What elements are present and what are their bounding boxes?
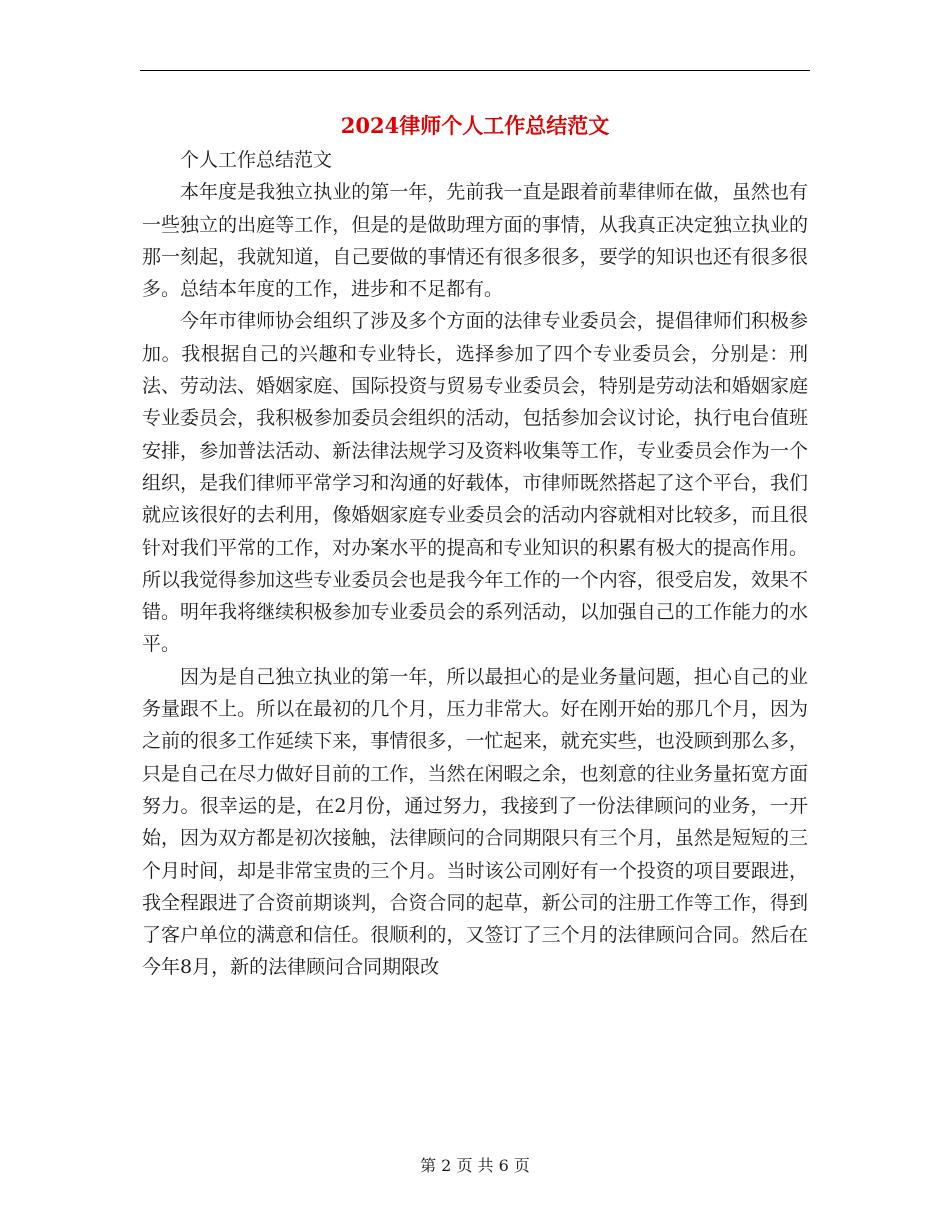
- subtitle-line: 个人工作总结范文: [180, 149, 333, 171]
- document-body: [142, 144, 808, 984]
- paragraph-2: 今年市律师协会组织了涉及多个方面的法律专业委员会，提倡律师们积极参加。我根据自己的兴趣和专业特长，选择参加了四个专业委员会，分别是：刑法、劳动法、婚姻家庭、国际投资与贸易专业委员会，特别是劳动法和婚姻家庭专业委员会，我积极参加委员会组织的活动，包括参加会议讨论，执行电台值班安排，参加普法活动、新法律法规学习及资料收集等工作，专业委员会作为一个组织，是我们律师平常学习和沟通的好载体，市律师既然搭起了这个平台，我们就应该很好的去利用，像婚姻家庭专业委员会的活动内容就相对比较多，而且很针对我们平常的工作，对办案水平的提高和专业知识的积累有极大的提高作用。所以我觉得参加这些专业委员会也是我今年工作的一个内容，很受启发，效果不错。明年我将继续积极参加专业委员会的系列活动，以加强自己的工作能力的水平。: [142, 310, 808, 656]
- document-title: 2024律师个人工作总结范文: [340, 113, 610, 138]
- header-divider: [140, 70, 810, 71]
- paragraph-1: 本年度是我独立执业的第一年，先前我一直是跟着前辈律师在做，虽然也有一些独立的出庭等工作，但是的是做助理方面的事情，从我真正决定独立执业的那一刻起，我就知道，自己要做的事情还有很多很多，要学的知识也还有很多很多。总结本年度的工作，进步和不足都有。: [142, 181, 808, 301]
- paragraph-3: 因为是自己独立执业的第一年，所以最担心的是业务量问题，担心自己的业务量跟不上。所以在最初的几个月，压力非常大。好在刚开始的那几个月，因为之前的很多工作延续下来，事情很多，一忙起来，就充实些，也没顾到那么多，只是自己在尽力做好目前的工作，当然在闲暇之余，也刻意的往业务量拓宽方面努力。很幸运的是，在2月份，通过努力，我接到了一份法律顾问的业务，一开始，因为双方都是初次接触，法律顾问的合同期限只有三个月，虽然是短短的三个月时间，却是非常宝贵的三个月。当时该公司刚好有一个投资的项目要跟进，我全程跟进了合资前期谈判，合资合同的起草，新公司的注册工作等工作，得到了客户单位的满意和信任。很顺利的，又签订了三个月的法律顾问合同。然后在今年8月，新的法律顾问合同期限改: [142, 665, 808, 979]
- page-number-footer: 第 2 页 共 6 页: [420, 1156, 530, 1175]
